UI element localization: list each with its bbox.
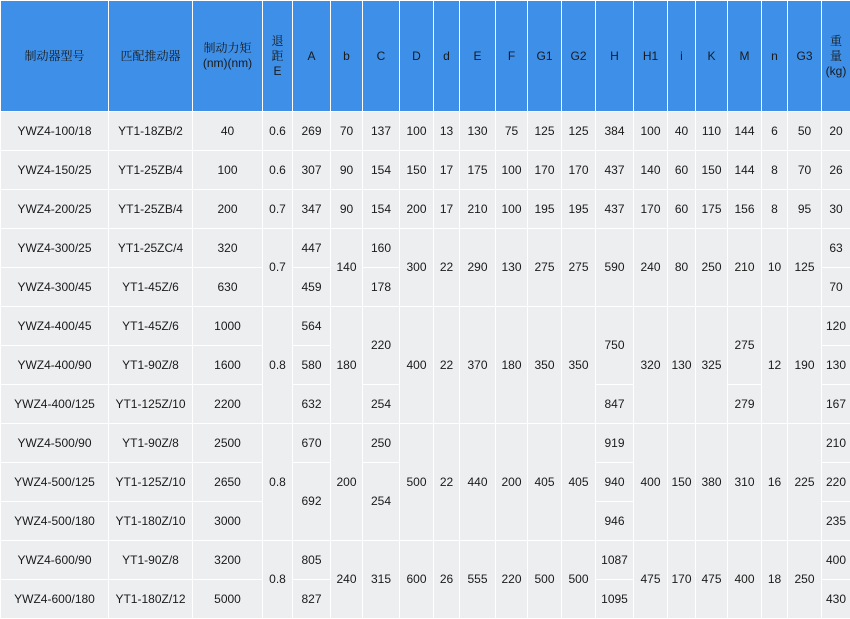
cell-E: 0.8: [263, 424, 293, 541]
cell-model: YWZ4-100/18: [1, 112, 109, 151]
cell-torque: 200: [193, 190, 263, 229]
cell-actuator: YT1-18ZB/2: [109, 112, 193, 151]
table-body: [1, 112, 850, 619]
cell-actuator: YT1-25ZB/4: [109, 151, 193, 190]
cell-F: 75: [496, 112, 528, 151]
table-row: [1, 541, 850, 580]
cell-E: 0.8: [263, 541, 293, 619]
cell-G2: 195: [562, 190, 596, 229]
cell-i: 130: [668, 307, 696, 424]
cell-n: 12: [762, 307, 788, 424]
cell-D: 150: [400, 151, 434, 190]
cell-G1: 170: [528, 151, 562, 190]
header-row: [1, 1, 850, 112]
cell-G2: 350: [562, 307, 596, 424]
cell-torque: 2200: [193, 385, 263, 424]
header-retreat-gap: [263, 1, 293, 112]
cell-M: 144: [728, 151, 762, 190]
cell-A: 827: [293, 580, 331, 619]
cell-i: 150: [668, 424, 696, 541]
cell-model: YWZ4-400/45: [1, 307, 109, 346]
cell-G3: 50: [788, 112, 822, 151]
cell-D: 300: [400, 229, 434, 307]
cell-model: YWZ4-300/45: [1, 268, 109, 307]
cell-model: YWZ4-400/125: [1, 385, 109, 424]
cell-G3: 70: [788, 151, 822, 190]
cell-H: 847: [596, 385, 634, 424]
cell-E: 0.6: [263, 151, 293, 190]
cell-weight: 430: [822, 580, 850, 619]
cell-b: 140: [331, 229, 363, 307]
table-row: [1, 424, 850, 463]
cell-weight: 30: [822, 190, 850, 229]
cell-F: 200: [496, 424, 528, 541]
cell-F: 100: [496, 151, 528, 190]
cell-b: 240: [331, 541, 363, 619]
cell-G1: 275: [528, 229, 562, 307]
header-torque-line1: 制动力矩: [193, 41, 262, 56]
cell-G2: 405: [562, 424, 596, 541]
table-row: [1, 151, 850, 190]
header-retreat-line1: 退: [263, 34, 292, 49]
cell-torque: 5000: [193, 580, 263, 619]
cell-H: 384: [596, 112, 634, 151]
cell-E: 0.7: [263, 229, 293, 307]
table-row: [1, 190, 850, 229]
cell-K: 475: [696, 541, 728, 619]
cell-weight: 26: [822, 151, 850, 190]
header-torque: [193, 1, 263, 112]
cell-actuator: YT1-180Z/10: [109, 502, 193, 541]
cell-d: 22: [434, 307, 460, 424]
header-retreat-line2: 距: [263, 49, 292, 64]
cell-d: 22: [434, 424, 460, 541]
cell-actuator: YT1-90Z/8: [109, 424, 193, 463]
header-D: D: [400, 1, 434, 112]
table-row: [1, 112, 850, 151]
cell-b: 90: [331, 190, 363, 229]
header-weight-line3: (kg): [822, 64, 850, 79]
cell-n: 8: [762, 190, 788, 229]
cell-H: 940: [596, 463, 634, 502]
header-H1: H1: [634, 1, 668, 112]
cell-G3: 190: [788, 307, 822, 424]
cell-A: 632: [293, 385, 331, 424]
cell-K: 110: [696, 112, 728, 151]
cell-torque: 2650: [193, 463, 263, 502]
cell-G1: 350: [528, 307, 562, 424]
cell-H: 1095: [596, 580, 634, 619]
cell-torque: 1600: [193, 346, 263, 385]
cell-i: 80: [668, 229, 696, 307]
cell-torque: 1000: [193, 307, 263, 346]
header-K: K: [696, 1, 728, 112]
cell-A: 580: [293, 346, 331, 385]
cell-M: 144: [728, 112, 762, 151]
cell-torque: 3000: [193, 502, 263, 541]
cell-E: 0.7: [263, 190, 293, 229]
cell-weight: 70: [822, 268, 850, 307]
cell-actuator: YT1-180Z/12: [109, 580, 193, 619]
cell-weight: 63: [822, 229, 850, 268]
cell-model: YWZ4-500/125: [1, 463, 109, 502]
header-i: i: [668, 1, 696, 112]
cell-model: YWZ4-500/90: [1, 424, 109, 463]
cell-G1: 125: [528, 112, 562, 151]
cell-H1: 170: [634, 190, 668, 229]
cell-C: 154: [363, 151, 400, 190]
cell-G2: 170: [562, 151, 596, 190]
cell-E: 0.8: [263, 307, 293, 424]
header-C: C: [363, 1, 400, 112]
cell-D: 500: [400, 424, 434, 541]
cell-D: 100: [400, 112, 434, 151]
cell-b: 70: [331, 112, 363, 151]
cell-A: 459: [293, 268, 331, 307]
cell-M: 279: [728, 385, 762, 424]
header-M: M: [728, 1, 762, 112]
cell-G1: 500: [528, 541, 562, 619]
cell-model: YWZ4-300/25: [1, 229, 109, 268]
cell-H1: 100: [634, 112, 668, 151]
cell-actuator: YT1-125Z/10: [109, 463, 193, 502]
cell-G3: 125: [788, 229, 822, 307]
header-G2: G2: [562, 1, 596, 112]
header-model: 制动器型号: [1, 1, 109, 112]
cell-G2: 125: [562, 112, 596, 151]
cell-M: 275: [728, 307, 762, 385]
cell-G3: 225: [788, 424, 822, 541]
cell-E2: 130: [460, 112, 496, 151]
cell-model: YWZ4-500/180: [1, 502, 109, 541]
cell-D: 400: [400, 307, 434, 424]
cell-weight: 400: [822, 541, 850, 580]
cell-i: 60: [668, 190, 696, 229]
cell-C: 178: [363, 268, 400, 307]
cell-C: 315: [363, 541, 400, 619]
cell-model: YWZ4-600/180: [1, 580, 109, 619]
cell-E2: 290: [460, 229, 496, 307]
cell-torque: 2500: [193, 424, 263, 463]
cell-F: 100: [496, 190, 528, 229]
cell-H: 437: [596, 190, 634, 229]
cell-weight: 20: [822, 112, 850, 151]
header-A: A: [293, 1, 331, 112]
cell-H1: 475: [634, 541, 668, 619]
cell-model: YWZ4-400/90: [1, 346, 109, 385]
header-weight-line1: 重: [822, 34, 850, 49]
cell-model: YWZ4-600/90: [1, 541, 109, 580]
cell-M: 310: [728, 424, 762, 541]
cell-actuator: YT1-125Z/10: [109, 385, 193, 424]
cell-torque: 630: [193, 268, 263, 307]
header-weight: [822, 1, 850, 112]
cell-weight: 120: [822, 307, 850, 346]
cell-H: 437: [596, 151, 634, 190]
cell-H: 590: [596, 229, 634, 307]
header-torque-line2: (nm)(nm): [193, 56, 262, 71]
cell-G2: 500: [562, 541, 596, 619]
cell-G3: 95: [788, 190, 822, 229]
header-weight-line2: 量: [822, 49, 850, 64]
cell-C: 254: [363, 463, 400, 541]
cell-A: 347: [293, 190, 331, 229]
cell-A: 447: [293, 229, 331, 268]
cell-model: YWZ4-150/25: [1, 151, 109, 190]
cell-D: 600: [400, 541, 434, 619]
cell-E: 0.6: [263, 112, 293, 151]
cell-C: 250: [363, 424, 400, 463]
cell-H1: 400: [634, 424, 668, 541]
cell-actuator: YT1-45Z/6: [109, 307, 193, 346]
cell-D: 200: [400, 190, 434, 229]
cell-b: 180: [331, 307, 363, 424]
cell-A: 670: [293, 424, 331, 463]
cell-M: 210: [728, 229, 762, 307]
cell-A: 307: [293, 151, 331, 190]
cell-H: 750: [596, 307, 634, 385]
cell-weight: 130: [822, 346, 850, 385]
header-G1: G1: [528, 1, 562, 112]
header-n: n: [762, 1, 788, 112]
cell-A: 564: [293, 307, 331, 346]
cell-actuator: YT1-90Z/8: [109, 346, 193, 385]
cell-d: 17: [434, 151, 460, 190]
cell-b: 90: [331, 151, 363, 190]
cell-n: 6: [762, 112, 788, 151]
cell-E2: 210: [460, 190, 496, 229]
cell-A: 805: [293, 541, 331, 580]
cell-C: 220: [363, 307, 400, 385]
table-header: [1, 1, 850, 112]
cell-i: 60: [668, 151, 696, 190]
cell-n: 8: [762, 151, 788, 190]
cell-H: 919: [596, 424, 634, 463]
cell-E2: 370: [460, 307, 496, 424]
header-b: b: [331, 1, 363, 112]
header-d: d: [434, 1, 460, 112]
cell-A: 269: [293, 112, 331, 151]
cell-F: 180: [496, 307, 528, 424]
cell-b: 200: [331, 424, 363, 541]
cell-H: 946: [596, 502, 634, 541]
cell-K: 250: [696, 229, 728, 307]
cell-actuator: YT1-90Z/8: [109, 541, 193, 580]
cell-weight: 210: [822, 424, 850, 463]
cell-n: 16: [762, 424, 788, 541]
header-retreat-line3: E: [263, 64, 292, 79]
table-row: [1, 307, 850, 346]
cell-A: 692: [293, 463, 331, 541]
cell-weight: 220: [822, 463, 850, 502]
cell-model: YWZ4-200/25: [1, 190, 109, 229]
cell-K: 175: [696, 190, 728, 229]
cell-E2: 175: [460, 151, 496, 190]
cell-n: 10: [762, 229, 788, 307]
cell-H1: 320: [634, 307, 668, 424]
cell-F: 220: [496, 541, 528, 619]
cell-torque: 320: [193, 229, 263, 268]
cell-E2: 555: [460, 541, 496, 619]
cell-weight: 167: [822, 385, 850, 424]
cell-K: 325: [696, 307, 728, 424]
cell-E2: 440: [460, 424, 496, 541]
cell-d: 13: [434, 112, 460, 151]
cell-actuator: YT1-25ZB/4: [109, 190, 193, 229]
header-actuator: 匹配推动器: [109, 1, 193, 112]
cell-i: 40: [668, 112, 696, 151]
cell-K: 150: [696, 151, 728, 190]
cell-G2: 275: [562, 229, 596, 307]
cell-actuator: YT1-25ZC/4: [109, 229, 193, 268]
cell-K: 380: [696, 424, 728, 541]
cell-F: 130: [496, 229, 528, 307]
cell-M: 156: [728, 190, 762, 229]
cell-G3: 250: [788, 541, 822, 619]
cell-C: 137: [363, 112, 400, 151]
cell-torque: 100: [193, 151, 263, 190]
cell-d: 26: [434, 541, 460, 619]
cell-H1: 240: [634, 229, 668, 307]
cell-d: 22: [434, 229, 460, 307]
cell-H1: 140: [634, 151, 668, 190]
cell-n: 18: [762, 541, 788, 619]
cell-torque: 3200: [193, 541, 263, 580]
cell-G1: 195: [528, 190, 562, 229]
header-F: F: [496, 1, 528, 112]
cell-actuator: YT1-45Z/6: [109, 268, 193, 307]
cell-torque: 40: [193, 112, 263, 151]
header-E: E: [460, 1, 496, 112]
cell-G1: 405: [528, 424, 562, 541]
table-row: [1, 229, 850, 268]
cell-C: 254: [363, 385, 400, 424]
cell-M: 400: [728, 541, 762, 619]
cell-weight: 235: [822, 502, 850, 541]
header-H: H: [596, 1, 634, 112]
cell-i: 170: [668, 541, 696, 619]
cell-H: 1087: [596, 541, 634, 580]
cell-d: 17: [434, 190, 460, 229]
cell-C: 160: [363, 229, 400, 268]
cell-C: 154: [363, 190, 400, 229]
header-G3: G3: [788, 1, 822, 112]
